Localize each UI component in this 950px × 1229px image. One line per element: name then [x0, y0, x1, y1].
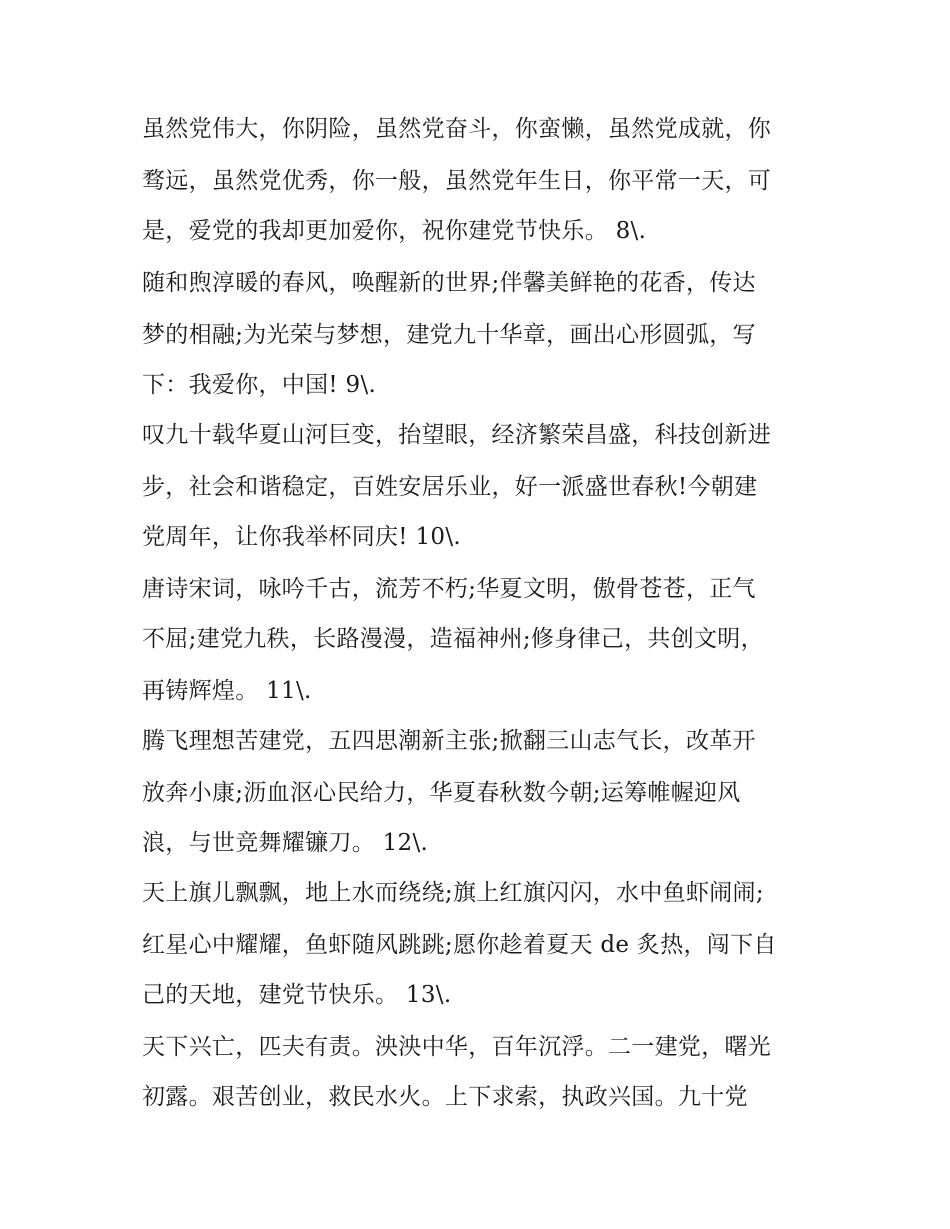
text-line: 红星心中耀耀，鱼虾随风跳跳;愿你趁着夏天 de 炙热，闯下自: [142, 932, 777, 958]
text-line: 是，爱党的我却更加爱你，祝你建党节快乐。 8\.: [142, 218, 647, 244]
text-line: 天下兴亡，匹夫有责。泱泱中华，百年沉浮。二一建党，曙光: [142, 1034, 772, 1060]
text-line: 不屈;建党九秩，长路漫漫，造福神州;修身律己，共创文明，: [142, 626, 764, 652]
text-line: 放奔小康;沥血沤心民给力，华夏春秋数今朝;运筹帷幄迎风: [142, 780, 741, 806]
text-line: 再铸辉煌。 11\.: [142, 678, 312, 704]
text-line: 梦的相融;为光荣与梦想，建党九十华章，画出心形圆弧，写: [142, 322, 756, 348]
text-line: 己的天地，建党节快乐。 13\.: [142, 982, 452, 1008]
text-line: 随和煦淳暖的春风，唤醒新的世界;伴馨美鲜艳的花香，传达: [142, 270, 756, 296]
text-line: 党周年，让你我举杯同庆! 10\.: [142, 524, 461, 550]
text-line: 下：我爱你，中国! 9\.: [142, 372, 377, 398]
text-line: 浪，与世竞舞耀镰刀。 12\.: [142, 830, 429, 856]
text-line: 天上旗儿飘飘，地上水而绕绕;旗上红旗闪闪，水中鱼虾闹闹;: [142, 880, 764, 906]
text-line: 虽然党伟大，你阴险，虽然党奋斗，你蛮懒，虽然党成就，你: [142, 116, 772, 142]
text-line: 初露。艰苦创业，救民水火。上下求索，执政兴国。九十党: [142, 1084, 748, 1110]
text-line: 骛远，虽然党优秀，你一般，虽然党年生日，你平常一天，可: [142, 168, 772, 194]
text-line: 腾飞理想苦建党，五四思潮新主张;掀翻三山志气长，改革开: [142, 728, 756, 754]
text-line: 唐诗宋词，咏吟千古，流芳不朽;华夏文明，傲骨苍苍，正气: [142, 576, 756, 602]
text-line: 步，社会和谐稳定，百姓安居乐业，好一派盛世春秋!今朝建: [142, 474, 758, 500]
text-line: 叹九十载华夏山河巨变，抬望眼，经济繁荣昌盛，科技创新进: [142, 422, 772, 448]
